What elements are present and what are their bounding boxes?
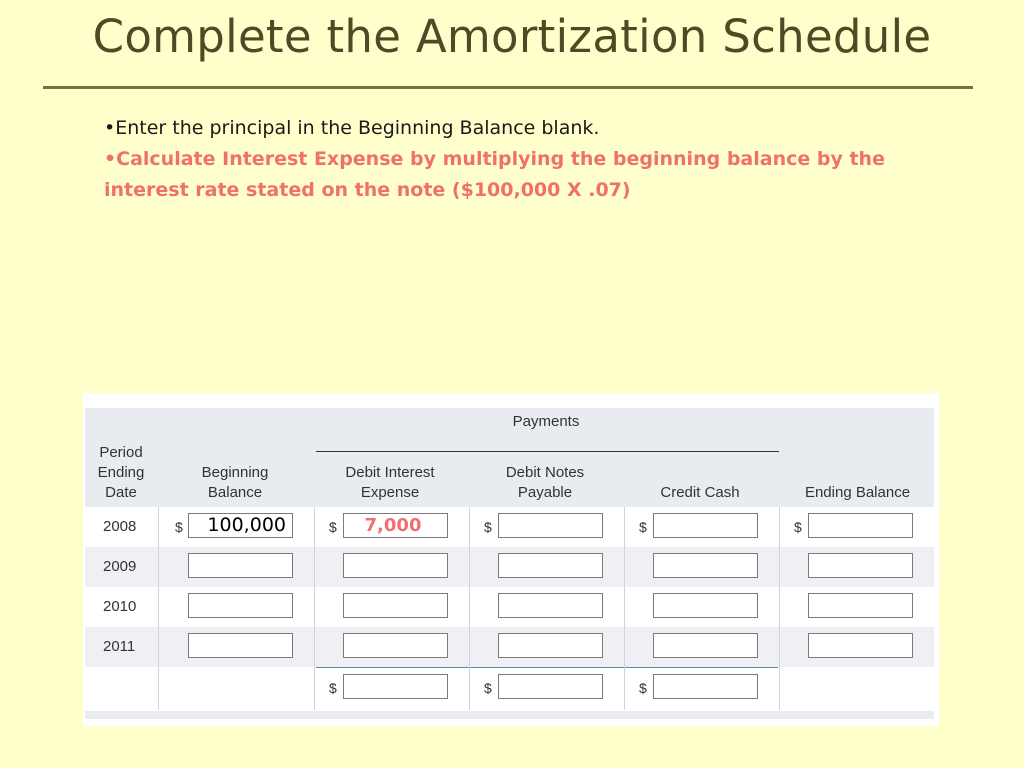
column-divider [469,507,470,710]
notes-payable-input[interactable] [498,593,603,618]
table-footer-band [85,711,934,719]
cash-input[interactable] [653,513,758,538]
totals-row [85,668,934,708]
ending-balance-input[interactable] [808,553,913,578]
header-period-ending-date: Period Ending Date [97,444,145,501]
table-row [85,547,934,587]
currency-symbol: $ [639,680,647,696]
column-divider [779,507,780,710]
row-year: 2008 [103,518,137,535]
currency-symbol: $ [639,519,647,535]
notes-payable-input[interactable] [498,513,603,538]
cash-input[interactable] [653,593,758,618]
header-debit-interest-expense: Debit Interest Expense [345,464,435,501]
interest-expense-input[interactable] [343,593,448,618]
header-debit-notes-payable: Debit Notes Payable [505,464,585,501]
header-credit-cash: Credit Cash [660,484,740,501]
currency-symbol: $ [484,680,492,696]
table-header [85,408,934,507]
slide-title: Complete the Amortization Schedule [92,10,932,63]
table-row [85,627,934,667]
total-notes-payable-input[interactable] [498,674,603,699]
notes-payable-input[interactable] [498,553,603,578]
currency-symbol: $ [329,519,337,535]
payments-group-header: Payments [512,413,580,430]
column-divider [314,507,315,710]
title-divider [43,86,973,89]
currency-symbol: $ [175,519,183,535]
interest-expense-input[interactable]: 7,000 [343,513,448,538]
row-year: 2011 [103,638,136,655]
currency-symbol: $ [329,680,337,696]
cash-input[interactable] [653,553,758,578]
beginning-balance-input[interactable] [188,553,293,578]
currency-symbol: $ [794,519,802,535]
ending-balance-input[interactable] [808,633,913,658]
cash-input[interactable] [653,633,758,658]
instruction-1: •Enter the principal in the Beginning Balance blank. [104,117,600,139]
header-ending-balance: Ending Balance [804,484,911,501]
beginning-balance-input[interactable] [188,593,293,618]
currency-symbol: $ [484,519,492,535]
notes-payable-input[interactable] [498,633,603,658]
instruction-list [104,113,904,206]
row-year: 2009 [103,558,137,575]
totals-divider [316,667,778,668]
interest-expense-input[interactable] [343,553,448,578]
row-year: 2010 [103,598,137,615]
instruction-2: •Calculate Interest Expense by multiplying the beginning balance by the interest rate stated on the note ($100,000 X .07) [104,148,885,201]
header-beginning-balance: Beginning Balance [201,464,269,501]
ending-balance-input[interactable] [808,513,913,538]
amortization-schedule [83,393,939,726]
ending-balance-input[interactable] [808,593,913,618]
payments-underline [316,451,779,452]
beginning-balance-input[interactable] [188,633,293,658]
interest-expense-input[interactable] [343,633,448,658]
column-divider [158,507,159,710]
total-interest-expense-input[interactable] [343,674,448,699]
beginning-balance-input[interactable]: 100,000 [188,513,293,538]
total-cash-input[interactable] [653,674,758,699]
table-row [85,587,934,627]
table-row [85,507,934,547]
column-divider [624,507,625,710]
